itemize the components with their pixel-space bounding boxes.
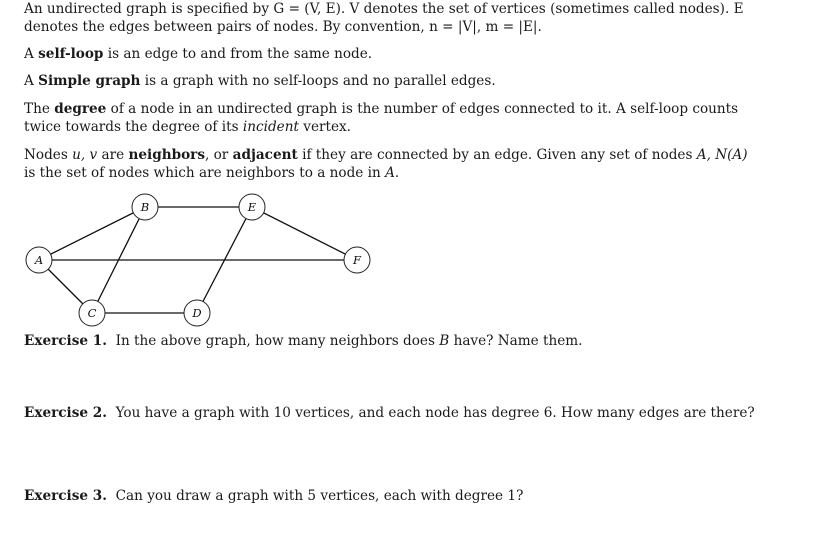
intro-line-2: denotes the edges between pairs of nodes. By convention, n = |V|, m = |E|. bbox=[24, 19, 542, 35]
node-E bbox=[239, 194, 265, 220]
node-C bbox=[79, 300, 105, 326]
edge-A-B bbox=[39, 207, 145, 260]
degree-text-3: vertex. bbox=[298, 119, 351, 135]
node-F bbox=[344, 247, 370, 273]
neighbors-pre: Nodes bbox=[24, 147, 73, 163]
exercise-1-text-end: have? Name them. bbox=[449, 333, 583, 349]
neighbors-math-1: A, N(A) bbox=[696, 147, 748, 163]
node-label-C: C bbox=[87, 306, 97, 320]
neighbors-mid: are bbox=[97, 147, 129, 163]
simple-graph-term: Simple graph bbox=[38, 73, 141, 89]
degree-term: degree bbox=[54, 101, 107, 117]
exercise-3-label: Exercise 3. bbox=[24, 488, 107, 504]
exercise-1-label: Exercise 1. bbox=[24, 333, 107, 349]
degree-text-2: twice towards the degree of its bbox=[24, 119, 243, 135]
node-label-B: B bbox=[140, 200, 150, 214]
neighbors-mid2: , or bbox=[204, 147, 233, 163]
simple-graph-text: is a graph with no self-loops and no parallel edges. bbox=[140, 73, 496, 89]
exercise-2-label: Exercise 2. bbox=[24, 405, 107, 421]
node-label-D: D bbox=[192, 306, 202, 320]
self-loop-article: A bbox=[24, 46, 39, 62]
neighbors-term: neighbors bbox=[128, 147, 205, 163]
neighbors-text-1: if they are connected by an edge. Given any set of nodes bbox=[297, 147, 697, 163]
exercise-2-text: You have a graph with 10 vertices, and each node has degree 6. How many edges are there? bbox=[115, 405, 755, 421]
self-loop-term: self-loop bbox=[38, 46, 104, 62]
degree-incident: incident bbox=[242, 119, 299, 135]
neighbors-vars: u, v bbox=[72, 147, 98, 163]
node-label-A: A bbox=[34, 253, 44, 267]
exercise-3-text: Can you draw a graph with 5 vertices, each with degree 1? bbox=[115, 488, 524, 504]
node-label-F: F bbox=[353, 253, 361, 267]
graph-edges bbox=[39, 207, 357, 313]
exercise-1-math: B bbox=[439, 333, 450, 349]
degree-text-1: of a node in an undirected graph is the number of edges connected to it. A self-loop counts bbox=[106, 101, 739, 117]
neighbors-end: . bbox=[394, 165, 400, 181]
edge-E-F bbox=[252, 207, 357, 260]
self-loop-text: is an edge to and from the same node. bbox=[103, 46, 373, 62]
neighbors-math-2: A bbox=[385, 165, 395, 181]
simple-graph-article: A bbox=[24, 73, 39, 89]
intro-line-1: An undirected graph is specified by G = (V, E). V denotes the set of vertices (sometimes called nodes). E bbox=[24, 1, 744, 17]
adjacent-term: adjacent bbox=[232, 147, 298, 163]
node-D bbox=[184, 300, 210, 326]
node-A bbox=[26, 247, 52, 273]
neighbors-text-2: is the set of nodes which are neighbors to a node in bbox=[24, 165, 386, 181]
node-label-E: E bbox=[247, 200, 257, 214]
degree-pre: The bbox=[24, 101, 55, 117]
exercise-1-text: In the above graph, how many neighbors does bbox=[115, 333, 440, 349]
node-B bbox=[132, 194, 158, 220]
